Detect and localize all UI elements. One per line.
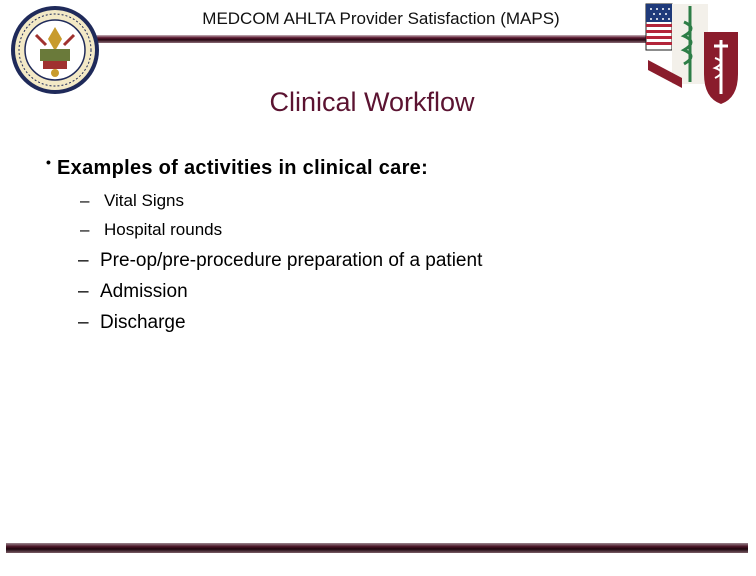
sub-item bbox=[80, 220, 222, 240]
sub-item bbox=[78, 281, 188, 303]
sub-item-text: Hospital rounds bbox=[104, 220, 223, 239]
sub-item-text: Discharge bbox=[100, 312, 186, 333]
dash-icon: – bbox=[78, 281, 89, 302]
sub-item bbox=[78, 312, 186, 334]
sub-item-text: Vital Signs bbox=[104, 191, 185, 210]
sub-item bbox=[80, 191, 184, 211]
dash-icon: – bbox=[78, 312, 89, 333]
main-bullet bbox=[46, 154, 429, 180]
main-bullet-text: Examples of activities in clinical care: bbox=[57, 157, 429, 179]
header-title: MEDCOM AHLTA Provider Satisfaction (MAPS) bbox=[202, 9, 560, 28]
slide-title: Clinical Workflow bbox=[269, 87, 475, 117]
header-divider bbox=[95, 35, 649, 43]
sub-item-text: Admission bbox=[100, 281, 188, 302]
sub-item bbox=[78, 250, 482, 272]
dash-icon: – bbox=[78, 250, 89, 271]
army-seal-logo bbox=[10, 5, 100, 95]
dash-icon: – bbox=[80, 220, 90, 239]
bullet-icon: • bbox=[46, 154, 52, 170]
sub-item-text: Pre-op/pre-procedure preparation of a patient bbox=[100, 250, 483, 271]
dash-icon: – bbox=[80, 191, 90, 210]
footer-divider bbox=[6, 543, 748, 553]
